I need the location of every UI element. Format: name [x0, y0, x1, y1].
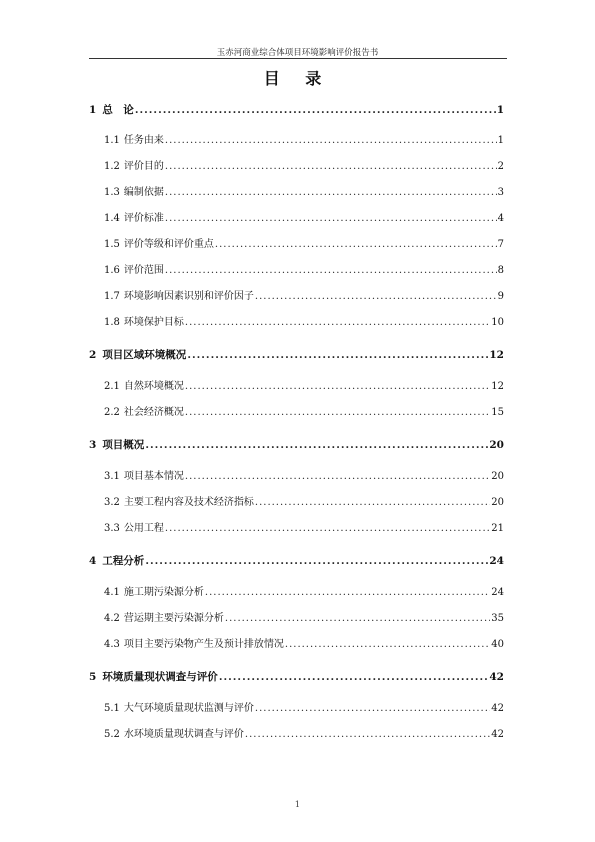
- toc-entry-number: 3.1: [104, 471, 120, 482]
- toc-dot-leader: [205, 586, 490, 600]
- toc-entry-page: 20: [491, 497, 504, 508]
- toc-entry-number: 4.3: [104, 639, 120, 650]
- toc-entry-number: 3.2: [104, 497, 120, 508]
- toc-section-entry[interactable]: [104, 638, 504, 652]
- toc-entry-page: 20: [489, 439, 504, 451]
- toc-entry-number: 2.2: [104, 407, 120, 418]
- toc-section-entry[interactable]: [104, 212, 504, 226]
- toc-dot-leader: [135, 103, 496, 117]
- toc-entry-number: 1.5: [104, 239, 120, 250]
- toc-dot-leader: [285, 638, 490, 652]
- toc-dot-leader: [245, 728, 490, 742]
- toc-entry-label: 大气环境质量现状监测与评价: [123, 703, 254, 714]
- toc-entry-number: 4.1: [104, 587, 120, 598]
- toc-dot-leader: [187, 348, 488, 362]
- toc-entry-page: 24: [491, 587, 504, 598]
- toc-entry-number: 1.8: [104, 317, 120, 328]
- toc-entry-number: 2.1: [104, 381, 120, 392]
- toc-section-entry[interactable]: [104, 612, 504, 626]
- toc-section-entry[interactable]: [104, 728, 504, 742]
- page-number: 1: [294, 800, 301, 810]
- toc-chapter-entry[interactable]: [89, 103, 504, 117]
- toc-section-entry[interactable]: [104, 406, 504, 420]
- toc-section-entry[interactable]: [104, 160, 504, 174]
- toc-chapter-entry[interactable]: [89, 438, 504, 452]
- toc-entry-number: 1.7: [104, 291, 120, 302]
- toc-entry-page: 42: [491, 729, 504, 740]
- toc-entry-page: 7: [497, 239, 504, 250]
- toc-entry-page: 24: [489, 555, 504, 567]
- toc-entry-label: 项目主要污染物产生及预计排放情况: [123, 639, 284, 650]
- toc-entry-label: 施工期污染源分析: [123, 587, 204, 598]
- toc-entry-number: 3: [89, 439, 97, 451]
- toc-dot-leader: [165, 134, 497, 148]
- toc-dot-leader: [255, 702, 490, 716]
- toc-dot-leader: [165, 160, 497, 174]
- toc-dot-leader: [185, 470, 490, 484]
- toc-entry-number: 1.2: [104, 161, 120, 172]
- toc-dot-leader: [185, 406, 490, 420]
- toc-dot-leader: [145, 554, 488, 568]
- toc-dot-leader: [255, 290, 497, 304]
- toc-entry-page: 12: [489, 349, 504, 361]
- toc-entry-label: 环境影响因素识别和评价因子: [123, 291, 254, 302]
- toc-entry-number: 3.3: [104, 523, 120, 534]
- toc-entry-number: 1.3: [104, 187, 120, 198]
- toc-entry-page: 21: [491, 523, 504, 534]
- toc-dot-leader: [165, 186, 497, 200]
- toc-entry-label: 社会经济概况: [123, 407, 184, 418]
- toc-entry-page: 35: [491, 613, 504, 624]
- toc-dot-leader: [185, 380, 490, 394]
- toc-entry-page: 2: [497, 161, 504, 172]
- toc-entry-label: 项目概况: [102, 439, 145, 451]
- page-title: 目 录: [263, 69, 332, 88]
- toc-section-entry[interactable]: [104, 290, 504, 304]
- toc-section-entry[interactable]: [104, 264, 504, 278]
- toc-entry-page: 40: [491, 639, 504, 650]
- toc-entry-label: 自然环境概况: [123, 381, 184, 392]
- toc-entry-number: 1.6: [104, 265, 120, 276]
- toc-entry-label: 任务由来: [123, 135, 164, 146]
- toc-entry-number: 4.2: [104, 613, 120, 624]
- toc-section-entry[interactable]: [104, 316, 504, 330]
- toc-entry-page: 1: [497, 135, 504, 146]
- toc-dot-leader: [165, 522, 490, 536]
- toc-entry-page: 9: [497, 291, 504, 302]
- toc-dot-leader: [215, 238, 497, 252]
- toc-dot-leader: [185, 316, 490, 330]
- toc-entry-label: 项目基本情况: [123, 471, 184, 482]
- toc-entry-label: 环境质量现状调查与评价: [102, 671, 218, 683]
- toc-section-entry[interactable]: [104, 522, 504, 536]
- toc-section-entry[interactable]: [104, 586, 504, 600]
- toc-dot-leader: [255, 496, 490, 510]
- toc-entry-number: 1.4: [104, 213, 120, 224]
- toc-entry-number: 5.2: [104, 729, 120, 740]
- toc-dot-leader: [219, 670, 489, 684]
- toc-chapter-entry[interactable]: [89, 670, 504, 684]
- toc-entry-page: 12: [491, 381, 504, 392]
- toc-chapter-entry[interactable]: [89, 348, 504, 362]
- toc-entry-label: 环境保护目标: [123, 317, 184, 328]
- toc-entry-number: 5: [89, 671, 97, 683]
- toc-section-entry[interactable]: [104, 470, 504, 484]
- toc-entry-label: 公用工程: [123, 523, 164, 534]
- toc-entry-label: 项目区域环境概况: [102, 349, 187, 361]
- running-header: 玉赤河商业综合体项目环境影响评价报告书: [216, 48, 379, 58]
- toc-entry-page: 15: [491, 407, 504, 418]
- toc-entry-number: 1.1: [104, 135, 120, 146]
- toc-entry-label: 营运期主要污染源分析: [123, 613, 224, 624]
- toc-entry-page: 8: [497, 265, 504, 276]
- toc-entry-number: 4: [89, 555, 97, 567]
- toc-entry-page: 20: [491, 471, 504, 482]
- toc-entry-page: 4: [497, 213, 504, 224]
- toc-entry-label: 水环境质量现状调查与评价: [123, 729, 244, 740]
- toc-chapter-entry[interactable]: [89, 554, 504, 568]
- toc-dot-leader: [165, 212, 497, 226]
- toc-entry-number: 5.1: [104, 703, 120, 714]
- toc-section-entry[interactable]: [104, 186, 504, 200]
- toc-dot-leader: [165, 264, 497, 278]
- toc-entry-label: 评价目的: [123, 161, 164, 172]
- toc-entry-label: 编制依据: [123, 187, 164, 198]
- toc-entry-page: 42: [491, 703, 504, 714]
- toc-entry-label: 工程分析: [102, 555, 145, 567]
- toc-dot-leader: [145, 438, 488, 452]
- toc-entry-label: 主要工程内容及技术经济指标: [123, 497, 254, 508]
- toc-entry-page: 10: [491, 317, 504, 328]
- toc-entry-number: 1: [89, 104, 97, 116]
- toc-entry-page: 42: [489, 671, 504, 683]
- toc-section-entry[interactable]: [104, 702, 504, 716]
- toc-entry-number: 2: [89, 349, 97, 361]
- toc-section-entry[interactable]: [104, 496, 504, 510]
- toc-section-entry[interactable]: [104, 380, 504, 394]
- toc-entry-label: 评价等级和评价重点: [123, 239, 214, 250]
- toc-dot-leader: [225, 612, 490, 626]
- toc-entry-page: 1: [496, 104, 504, 116]
- toc-section-entry[interactable]: [104, 238, 504, 252]
- toc-entry-label: 评价范围: [123, 265, 164, 276]
- toc-entry-label: 评价标准: [123, 213, 164, 224]
- toc-entry-page: 3: [497, 187, 504, 198]
- toc-entry-label: 总 论: [102, 104, 134, 116]
- toc-section-entry[interactable]: [104, 134, 504, 148]
